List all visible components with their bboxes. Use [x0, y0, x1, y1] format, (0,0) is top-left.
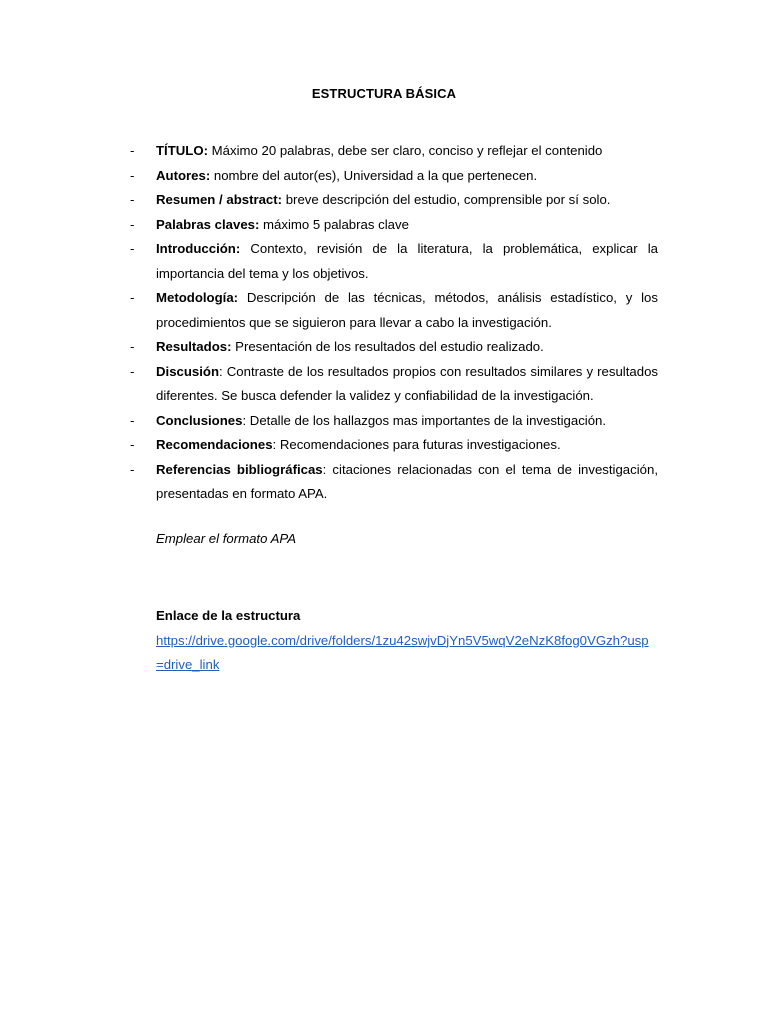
item-text: nombre del autor(es), Universidad a la que pertenecen.: [210, 167, 538, 183]
list-dash: -: [130, 167, 135, 183]
item-term: Resumen / abstract:: [156, 192, 283, 207]
item-text: máximo 5 palabras clave: [259, 216, 409, 232]
item-text: Descripción de las técnicas, métodos, análisis estadístico, y los procedimientos que se siguieron para llevar a cabo la investigación.: [156, 290, 658, 330]
item-text: : Recomendaciones para futuras investigaciones.: [272, 437, 561, 452]
list-item: [130, 237, 658, 286]
list-dash: -: [130, 216, 135, 232]
item-text: Contexto, revisión de la literatura, la problemática, explicar la importancia del tema y los objetivos.: [156, 241, 658, 281]
list-item: [130, 433, 658, 458]
link-heading: Enlace de la estructura: [156, 608, 301, 623]
list-dash: -: [130, 363, 135, 379]
list-item: [130, 213, 658, 238]
list-dash: -: [130, 143, 135, 158]
list-dash: -: [130, 339, 135, 354]
item-text: Máximo 20 palabras, debe ser claro, conciso y reflejar el contenido: [208, 143, 603, 158]
list-dash: -: [130, 437, 135, 452]
document-title: ESTRUCTURA BÁSICA: [311, 86, 457, 101]
item-term: Recomendaciones: [156, 437, 273, 452]
list-dash: -: [130, 241, 135, 256]
item-text: : Detalle de los hallazgos mas importantes de la investigación.: [242, 412, 607, 428]
item-text: breve descripción del estudio, comprensible por sí solo.: [282, 192, 611, 207]
item-term: Palabras claves:: [156, 216, 260, 232]
list-item: [130, 188, 658, 213]
item-text: : citaciones relacionadas con el tema de investigación, presentadas en formato APA.: [156, 461, 658, 501]
list-dash: -: [130, 412, 135, 428]
list-item: [130, 164, 658, 189]
item-term: Metodología:: [156, 290, 239, 305]
list-item: [130, 360, 658, 409]
item-term: Referencias bibliográficas: [156, 461, 323, 477]
list-item: [130, 409, 658, 434]
list-item: [130, 335, 658, 360]
link-section: [156, 604, 656, 678]
apa-format-note: Emplear el formato APA: [156, 531, 296, 546]
list-item: [130, 139, 658, 164]
structure-link[interactable]: https://drive.google.com/drive/folders/1zu42swjvDjYn5V5wqV2eNzK8fog0VGzh?usp=drive_link: [156, 632, 649, 672]
list-item: [130, 458, 658, 507]
list-dash: -: [130, 461, 135, 477]
item-term: Discusión: [156, 363, 220, 379]
list-item: [130, 286, 658, 335]
item-text: : Contraste de los resultados propios con resultados similares y resultados diferentes. Se busca defender la validez y confiabilidad de la investigación.: [156, 363, 658, 403]
item-term: Conclusiones: [156, 412, 243, 428]
item-term: Autores:: [156, 167, 211, 183]
item-term: Introducción:: [156, 241, 241, 256]
list-dash: -: [130, 192, 135, 207]
list-dash: -: [130, 290, 135, 305]
item-term: Resultados:: [156, 339, 232, 354]
structure-list: [130, 139, 658, 507]
item-text: Presentación de los resultados del estudio realizado.: [231, 339, 544, 354]
item-term: TÍTULO:: [156, 143, 209, 158]
